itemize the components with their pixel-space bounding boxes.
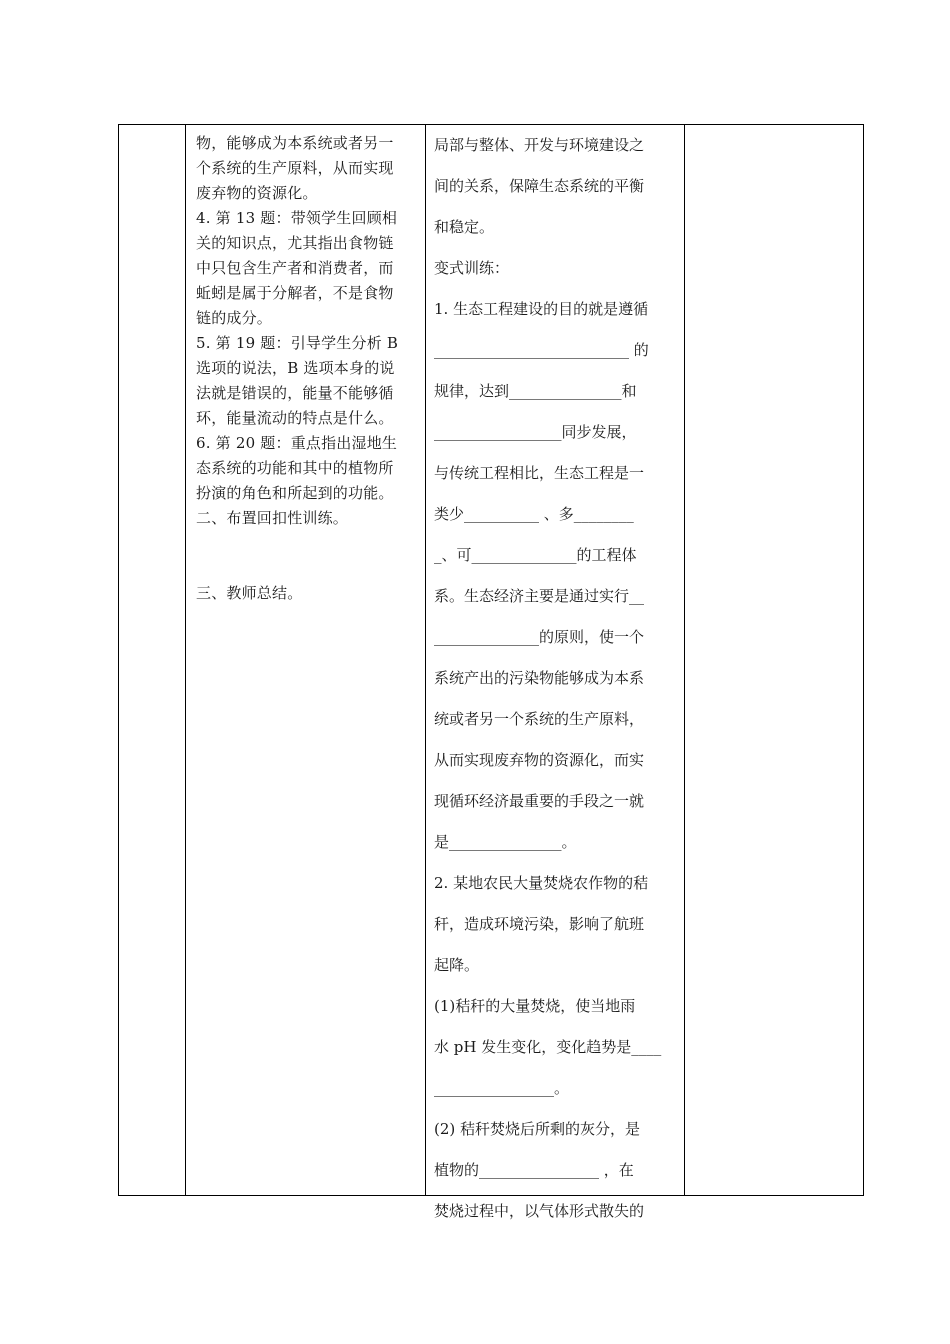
section-heading: 三、教师总结。 bbox=[196, 584, 303, 602]
text-line: 环，能量流动的特点是什么。 bbox=[196, 409, 394, 427]
text-line: 类少__________ 、多________ bbox=[434, 505, 634, 523]
text-line: (2) 秸秆焚烧后所剩的灰分，是 bbox=[434, 1120, 641, 1138]
text-line: (1)秸秆的大量焚烧，使当地雨 bbox=[434, 997, 636, 1015]
text-line: 现循环经济最重要的手段之一就 bbox=[434, 792, 645, 810]
text-line: ______________的原则，使一个 bbox=[434, 628, 645, 646]
column-divider-2 bbox=[425, 125, 426, 1195]
text-line: 2. 某地农民大量焚烧农作物的秸 bbox=[434, 874, 649, 892]
column-divider-1 bbox=[185, 125, 186, 1195]
text-line: 与传统工程相比，生态工程是一 bbox=[434, 464, 645, 482]
section-heading: 变式训练： bbox=[434, 259, 510, 277]
text-line: 1. 生态工程建设的目的就是遵循 bbox=[434, 300, 649, 318]
lesson-table bbox=[118, 124, 864, 1220]
text-line: 从而实现废弃物的资源化，而实 bbox=[434, 751, 645, 769]
text-line: 系统产出的污染物能够成为本系 bbox=[434, 669, 645, 687]
column-divider-3 bbox=[684, 125, 685, 1195]
text-line: 秆，造成环境污染，影响了航班 bbox=[434, 915, 645, 933]
text-line: 起降。 bbox=[434, 956, 480, 974]
text-line: 选项的说法，B 选项本身的说 bbox=[196, 359, 395, 377]
text-line: 中只包含生产者和消费者，而 bbox=[196, 259, 394, 277]
text-line: 系。生态经济主要是通过实行__ bbox=[434, 587, 645, 605]
text-line: 物，能够成为本系统或者另一 bbox=[196, 134, 394, 152]
text-line: 水 pH 发生变化，变化趋势是____ bbox=[434, 1038, 662, 1056]
text-line: 扮演的角色和所起到的功能。 bbox=[196, 484, 394, 502]
text-line: 关的知识点，尤其指出食物链 bbox=[196, 234, 394, 252]
text-line: 局部与整体、开发与环境建设之 bbox=[434, 136, 645, 154]
text-line: ________________。 bbox=[434, 1079, 570, 1097]
text-line: 链的成分。 bbox=[196, 309, 273, 327]
text-line: 植物的________________ ，在 bbox=[434, 1161, 634, 1179]
text-line: 是_______________。 bbox=[434, 833, 577, 851]
text-line: 焚烧过程中，以气体形式散失的 bbox=[434, 1202, 645, 1220]
text-line: _、可______________的工程体 bbox=[434, 546, 637, 564]
text-line: __________________________ 的 bbox=[434, 341, 649, 359]
text-line: 统或者另一个系统的生产原料， bbox=[434, 710, 645, 728]
text-line: 规律，达到_______________和 bbox=[434, 382, 637, 400]
text-line: 间的关系，保障生态系统的平衡 bbox=[434, 177, 645, 195]
text-line: 个系统的生产原料，从而实现 bbox=[196, 159, 394, 177]
text-line: 和稳定。 bbox=[434, 218, 495, 236]
text-line: 6. 第 20 题：重点指出湿地生 bbox=[196, 434, 398, 452]
text-line: 5. 第 19 题：引导学生分析 B bbox=[196, 334, 399, 352]
teacher-activity-column bbox=[196, 131, 420, 606]
section-heading: 二、布置回扣性训练。 bbox=[196, 509, 349, 527]
text-line: 4. 第 13 题：带领学生回顾相 bbox=[196, 209, 398, 227]
text-line: 法就是错误的，能量不能够循 bbox=[196, 384, 394, 402]
text-line: 蚯蚓是属于分解者，不是食物 bbox=[196, 284, 394, 302]
student-activity-column bbox=[434, 125, 678, 1232]
text-line: 废弃物的资源化。 bbox=[196, 184, 318, 202]
text-line: _________________同步发展， bbox=[434, 423, 637, 441]
text-line: 态系统的功能和其中的植物所 bbox=[196, 459, 394, 477]
